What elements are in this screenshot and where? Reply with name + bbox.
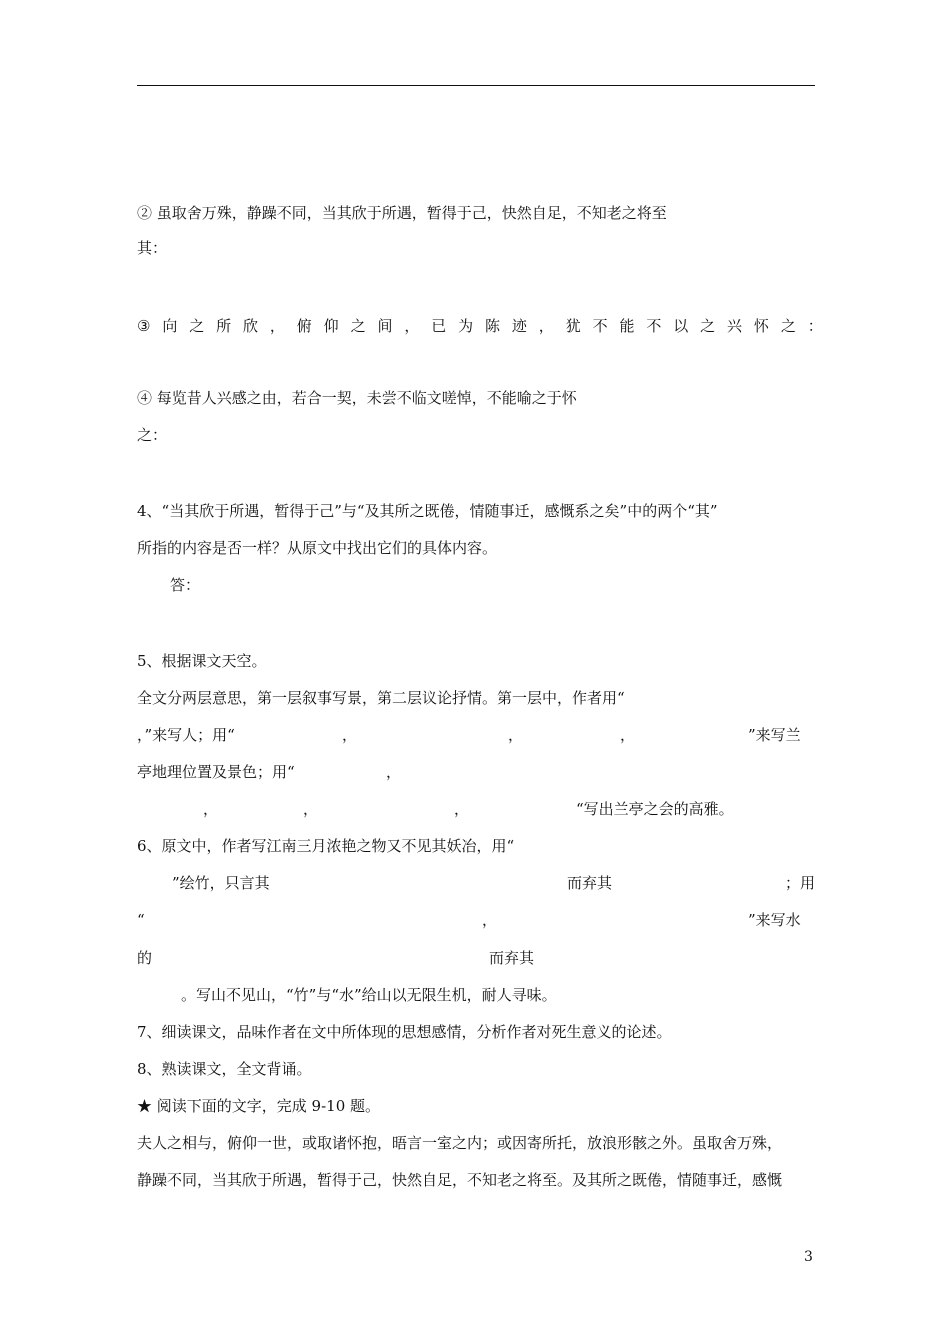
item-3-char: 已 (431, 317, 447, 335)
question-4-line-1: 4、“当其欣于所遇，暂得于己”与“及其所之既倦，情随事迁，感慨系之矣”中的两个“其” (137, 502, 718, 520)
item-4-line-2: 之： (137, 426, 168, 444)
reading-line-1: 夫人之相与，俯仰一世，或取诸怀抱，晤言一室之内；或因寄所托，放浪形骸之外。虽取舍万殊， (137, 1134, 783, 1152)
question-6-line-3-c: ”来写水 (748, 911, 801, 929)
item-3-char: 为 (458, 317, 474, 335)
question-4-answer-label: 答： (170, 576, 201, 594)
question-6-line-2-b: 而弃其 (567, 874, 613, 892)
question-5-line-4-a: ， (203, 800, 219, 818)
item-2-line-2: 其： (137, 239, 168, 257)
item-3-char: 之 (189, 317, 205, 335)
item-3-char: 以 (673, 317, 689, 335)
question-6-line-5: 。写山不见山，“竹”与“水”给山以无限生机，耐人寻味。 (181, 986, 557, 1004)
item-3-char: 欣 (243, 317, 259, 335)
item-3-char: 俯 (296, 317, 312, 335)
question-5-line-4-b: ， (303, 800, 319, 818)
question-8: 8、熟读课文，全文背诵。 (137, 1060, 312, 1078)
reading-line-2: 静躁不同，当其欣于所遇，暂得于己，快然自足，不知老之将至。及其所之既倦，情随事迁，感慨 (137, 1171, 783, 1189)
item-3-char: 兴 (727, 317, 743, 335)
question-5-line-3-b: ， (386, 763, 402, 781)
item-3-char: 向 (162, 317, 178, 335)
question-5-line-4-d: “写出兰亭之会的高雅。 (576, 800, 734, 818)
item-3-char: ， (538, 317, 554, 335)
question-4-line-2: 所指的内容是否一样？从原文中找出它们的具体内容。 (137, 539, 498, 557)
item-3-char: 能 (619, 317, 635, 335)
question-6-line-4-a: 的 (137, 949, 153, 967)
question-7: 7、细读课文，品味作者在文中所体现的思想感情，分析作者对死生意义的论述。 (137, 1023, 672, 1041)
item-3-char: 仰 (323, 317, 339, 335)
question-5-line-2-e: ”来写兰 (748, 726, 801, 744)
reading-heading: ★ 阅读下面的文字，完成 9-10 题。 (137, 1097, 381, 1115)
item-3-line (137, 316, 823, 336)
item-3-char: 不 (592, 317, 608, 335)
item-3-char: 怀 (753, 317, 769, 335)
item-4-line-1: ④ 每览昔人兴感之由，若合一契，未尝不临文嗟悼，不能喻之于怀 (137, 389, 577, 407)
item-3-char: 所 (216, 317, 232, 335)
question-5-title: 5、根据课文天空。 (137, 652, 267, 670)
question-5-line-4-c: ， (454, 800, 470, 818)
item-3-char: 之 (350, 317, 366, 335)
item-3-char: 间 (377, 317, 393, 335)
header-rule (137, 85, 815, 86)
question-5-line-2-c: ， (508, 726, 524, 744)
item-3-char: ③ (137, 317, 151, 335)
item-3-char: 之 (700, 317, 716, 335)
item-3-char: 陈 (485, 317, 501, 335)
page-number: 3 (804, 1249, 813, 1265)
item-3-char: ， (404, 317, 420, 335)
question-5-line-2-a: ，”来写人；用“ (137, 726, 235, 744)
question-6-line-3-b: ， (482, 911, 498, 929)
question-5-line-3-a: 亭地理位置及景色；用“ (137, 763, 295, 781)
item-3-char: ， (269, 317, 285, 335)
question-5-line-2-d: ， (620, 726, 636, 744)
item-3-char: 犹 (565, 317, 581, 335)
item-3-char: 不 (646, 317, 662, 335)
question-6-line-2-c: ；用 (785, 874, 816, 892)
question-6-line-1: 6、原文中，作者写江南三月浓艳之物又不见其妖冶，用“ (137, 837, 515, 855)
question-5-line-2-b: ， (342, 726, 358, 744)
question-6-line-4-b: 而弃其 (489, 949, 535, 967)
item-3-char: 迹 (511, 317, 527, 335)
item-3-char: ： (807, 317, 823, 335)
question-5-line-1: 全文分两层意思，第一层叙事写景，第二层议论抒情。第一层中，作者用“ (137, 689, 625, 707)
question-6-line-3-a: “ (137, 911, 145, 929)
question-6-line-2-a: ”绘竹，只言其 (172, 874, 270, 892)
item-2-line-1: ② 虽取舍万殊，静躁不同，当其欣于所遇，暂得于己，快然自足，不知老之将至 (137, 204, 667, 222)
item-3-char: 之 (780, 317, 796, 335)
